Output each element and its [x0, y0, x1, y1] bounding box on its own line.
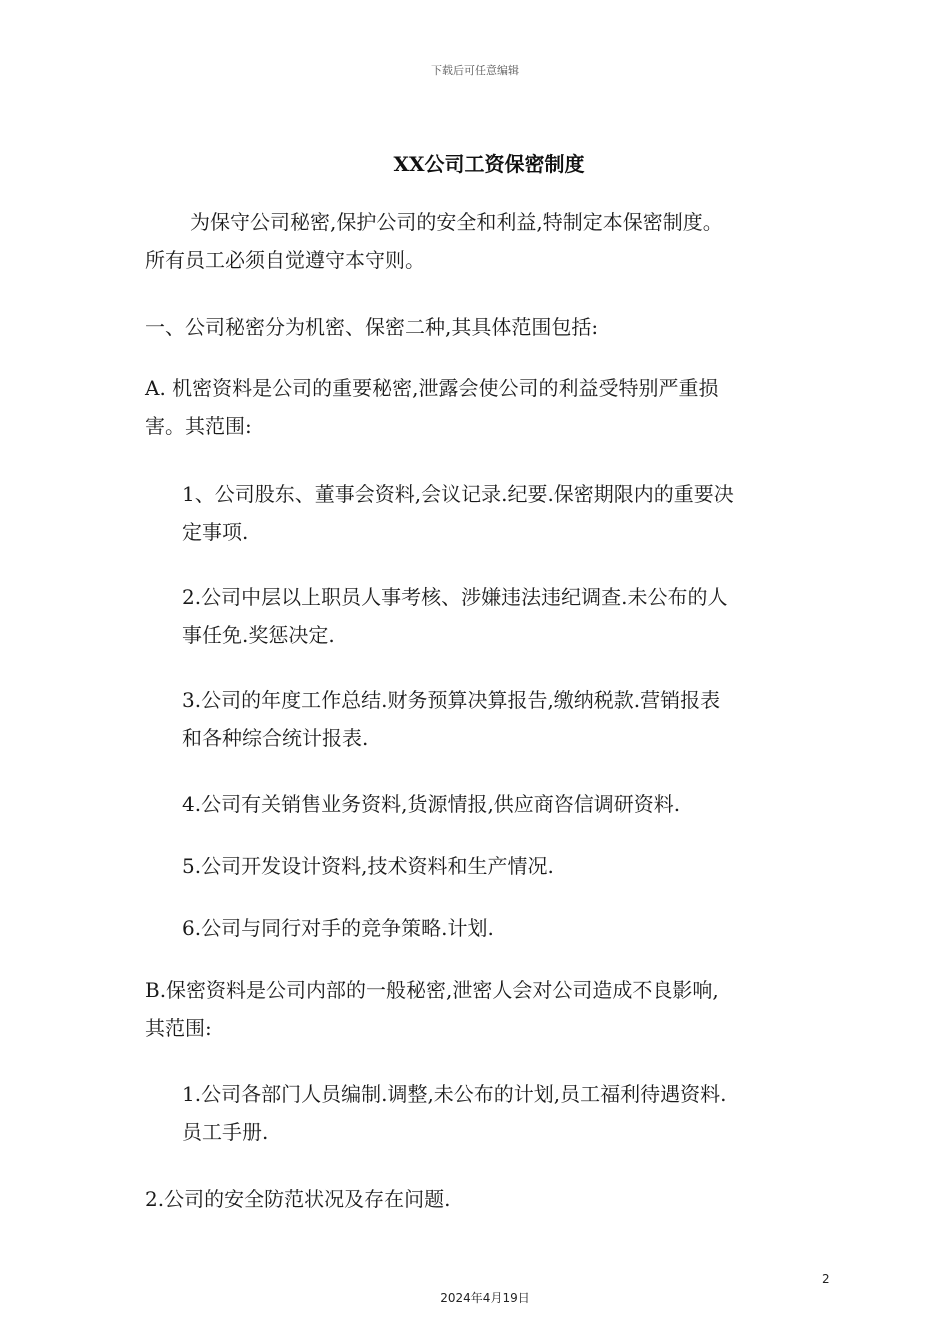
- footer-date: 2024年4月19日: [440, 1291, 530, 1305]
- item-line: 2.公司中层以上职员人事考核、涉嫌违法违纪调查.未公布的人: [182, 585, 728, 609]
- item-line: 员工手册.: [182, 1120, 269, 1144]
- section-1-heading: 一、公司秘密分为机密、保密二种,其具体范围包括:: [145, 315, 599, 339]
- section-a-item-1: [182, 475, 734, 551]
- item-line: 定事项.: [182, 520, 249, 544]
- intro-line-2: 所有员工必须自觉遵守本守则。: [145, 248, 425, 272]
- section-b-line-1: B.保密资料是公司内部的一般秘密,泄密人会对公司造成不良影响,: [145, 978, 719, 1002]
- page-number: 2: [822, 1272, 830, 1286]
- section-a-item-3: [182, 681, 720, 757]
- section-a-item-6: 6.公司与同行对手的竞争策略.计划.: [182, 916, 494, 940]
- document-title: XX公司工资保密制度: [393, 152, 585, 176]
- section-a-item-2: [182, 578, 727, 654]
- section-a-line-1: A. 机密资料是公司的重要秘密,泄露会使公司的利益受特别严重损: [145, 376, 719, 400]
- item-line: 和各种综合统计报表.: [182, 726, 369, 750]
- intro-line-1: 为保守公司秘密,保护公司的安全和利益,特制定本保密制度。: [190, 210, 723, 234]
- section-b-item-1: [182, 1075, 727, 1151]
- section-a-item-4: 4.公司有关销售业务资料,货源情报,供应商咨信调研资料.: [182, 792, 681, 816]
- section-a-intro: [145, 369, 719, 445]
- item-line: 1.公司各部门人员编制.调整,未公布的计划,员工福利待遇资料.: [182, 1082, 727, 1106]
- section-a-item-5: 5.公司开发设计资料,技术资料和生产情况.: [182, 854, 554, 878]
- section-b-item-2: 2.公司的安全防范状况及存在问题.: [145, 1187, 451, 1211]
- item-line: 1、公司股东、董事会资料,会议记录.纪要.保密期限内的重要决: [182, 482, 734, 506]
- section-b-line-2: 其范围:: [145, 1016, 212, 1040]
- section-a-line-2: 害。其范围:: [145, 414, 252, 438]
- item-line: 事任免.奖惩决定.: [182, 623, 335, 647]
- item-line: 3.公司的年度工作总结.财务预算决算报告,缴纳税款.营销报表: [182, 688, 721, 712]
- intro-paragraph: [145, 203, 723, 279]
- section-b-intro: [145, 971, 719, 1047]
- header-note: 下载后可任意编辑: [431, 64, 519, 77]
